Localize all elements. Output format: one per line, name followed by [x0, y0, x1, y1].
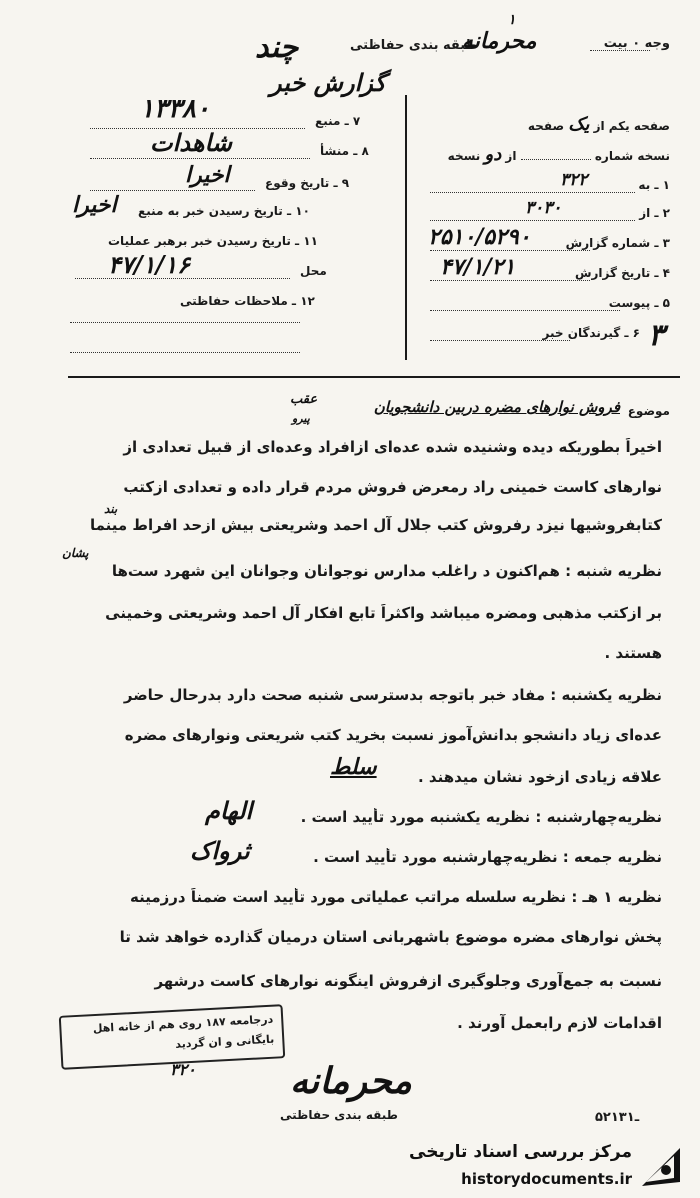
field-report-number-label: ۳ ـ شماره گزارش: [565, 236, 670, 250]
field-recipients-label: ۶ ـ گیرندگان خبر: [542, 326, 640, 340]
field-from-value: ۳۰۳۰: [525, 198, 562, 218]
opinion-wednesday: نظریه‌چهارشنبه : نظریه یکشنبه مورد تأیید است .: [300, 808, 662, 826]
logo-url: historydocuments.ir: [461, 1170, 632, 1188]
report-title: گزارش خبر: [270, 68, 386, 97]
field-source-received-value: اخیرا: [72, 192, 117, 218]
footer-signature: محرمانه: [290, 1060, 412, 1102]
archive-logo: [400, 1140, 690, 1196]
logo-title: مرکز بررسی اسناد تاریخی: [409, 1142, 632, 1162]
field-source-received-label: ۱۰ ـ تاریخ رسیدن خبر به منبع: [138, 204, 310, 218]
header-scribble: چند: [255, 30, 299, 65]
body-line: کتابفروشیها نیزد رفروش کتب جلال آل احمد وشریعتی بیش ازحد افراط مینما: [89, 516, 662, 534]
header-classification-hand: محرمانه: [462, 28, 537, 54]
form-code: ۵۲ـ۱۳۱: [595, 1110, 640, 1125]
body-line: علاقه زیادی ازخود نشان میدهند .: [418, 768, 662, 786]
field-source-value: ۱۳۳۸۰: [140, 94, 210, 124]
field-to-value: ۳۲۲: [560, 170, 588, 190]
field-report-number-value: ۲۵۱۰/۵۲۹۰: [428, 224, 531, 250]
header-right-label: وجه ۰ بیت: [603, 36, 670, 51]
top-mark: ۱: [508, 12, 516, 28]
final-line: پخش نوارهای مضره موضوع باشهربانی استان درمیان گذارده خواهد شد تا: [119, 928, 662, 946]
margin-note: پشان: [62, 546, 89, 560]
stamp-line-1: درجامعه ۱۸۷ روی هم از خانه اهل: [92, 1012, 274, 1036]
field-source-label: ۷ ـ منبع: [315, 114, 361, 128]
field-location-value: ۴۷/۱/۱۶: [108, 250, 190, 279]
stamp-line-2: بایگانی و ان گردید: [175, 1032, 275, 1051]
field-report-date-value: ۴۷/۱/۲۱: [440, 254, 516, 280]
final-line: نسبت به جمع‌آوری وجلوگیری ازفروش اینگونه نوارهای کاست درشهر: [154, 972, 662, 990]
subject-above-word: عقب: [290, 392, 318, 407]
field-security-notes-label: ۱۲ ـ ملاحظات حفاظتی: [180, 294, 315, 308]
field-event-date-value: اخیرا: [185, 162, 230, 188]
opinion-friday: نظریه جمعه : نظریه‌چهارشنبه مورد تأیید است .: [313, 848, 662, 866]
body-line: اخیراً بطوریکه دیده وشنیده شده عده‌ای ازافراد وعده‌ای از قبیل تعدادی از: [123, 438, 662, 456]
header-classification: طبقه بندی حفاظتی: [350, 38, 478, 53]
opinion-friday-hand: ثرواک: [190, 836, 250, 865]
field-report-date-label: ۴ ـ تاریخ گزارش: [574, 266, 670, 280]
subject-below-word: پیرو: [292, 412, 310, 425]
field-from-label: ۲ ـ از: [639, 206, 670, 220]
margin-note: بند: [104, 502, 118, 516]
body-line: بر ازکتب مذهبی ومضره میباشد واکثراً تابع افکار آل احمد وشریعتی وخمینی: [105, 604, 662, 622]
field-origin-label: ۸ ـ منشأ: [320, 144, 369, 158]
field-location-label: محل: [300, 264, 327, 278]
field-page-of: صفحه یکم از یک صفحه: [527, 114, 670, 135]
final-line: اقدامات لازم رابعمل آورند .: [457, 1014, 662, 1032]
field-event-date-label: ۹ ـ تاریخ وقوع: [265, 176, 350, 190]
opinion-wednesday-hand: الهام: [205, 796, 253, 825]
body-line: نوارهای کاست خمینی راد رمعرض فروش مردم قرار داده و تعدادی ازکتب: [123, 478, 662, 496]
final-line: نظریه ۱ هـ : نظریه سلسله مراتب عملیاتی مورد تأیید است ضمناً درزمینه: [130, 888, 662, 906]
field-origin-value: شاهدات: [150, 128, 232, 157]
field-ops-received-label: ۱۱ ـ تاریخ رسیدن خبر برهبر عملیات: [108, 234, 318, 248]
field-copy-number: نسخه شماره از دو نسخه: [447, 144, 670, 165]
subject-label: موضوع: [627, 404, 670, 418]
subject-text: فروش نوارهای مضره دربین دانشجویان: [373, 398, 620, 416]
field-to-label: ۱ ـ به: [638, 178, 670, 192]
logo-icon: [636, 1142, 686, 1192]
body-line: نظریه شنبه : هم‌اکنون د راغلب مدارس نوجوانان وجوانان این شهرد ست‌ها: [111, 562, 662, 580]
handwritten-signature-1: سلط: [330, 754, 377, 780]
body-line: عده‌ای زیاد دانشجو بدانش‌آموز نسبت بخرید کتب شریعتی ونوارهای مضره: [124, 726, 662, 744]
footer-classification: طبقه بندی حفاظتی: [280, 1108, 398, 1122]
field-recipients-value: ۳: [648, 318, 665, 353]
body-line: نظریه یکشنبه : مفاد خبر باتوجه بدسترسی شنبه صحت دارد بدرحال حاضر: [123, 686, 662, 704]
body-line: هستند .: [604, 644, 662, 662]
stamp-number: ۳۲۰: [170, 1060, 196, 1079]
field-attachment-label: ۵ ـ پیوست: [608, 296, 670, 310]
